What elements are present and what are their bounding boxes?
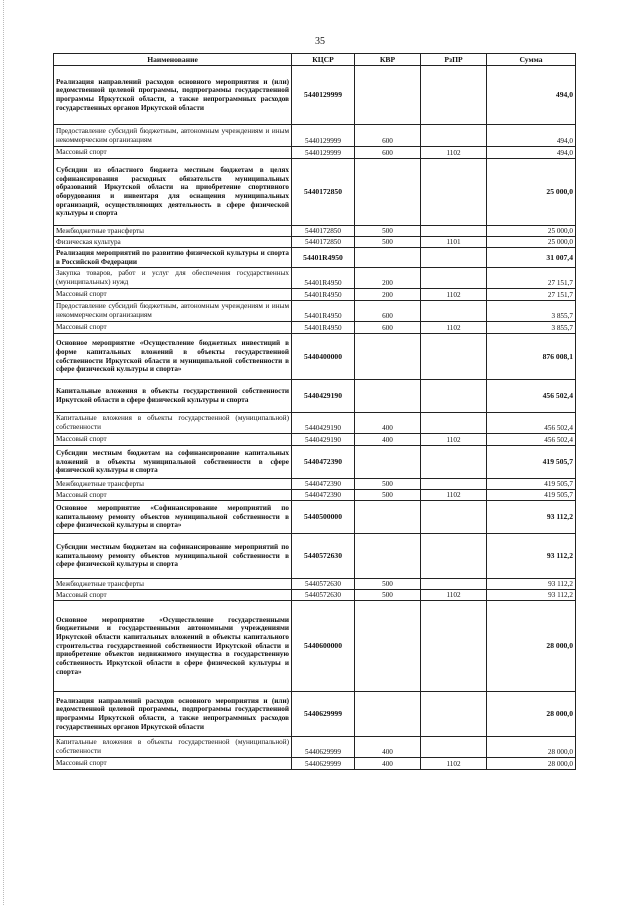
cell-sum: 31 007,4 bbox=[487, 248, 576, 268]
cell-code: 5440129999 bbox=[292, 147, 355, 159]
cell-kvr bbox=[355, 601, 421, 692]
cell-kvr: 500 bbox=[355, 490, 421, 501]
cell-name: Капитальные вложения в объекты государственной собственности Иркутской области в сфере физической культуры и спорта bbox=[54, 380, 292, 413]
cell-rzpr bbox=[421, 534, 487, 579]
cell-rzpr bbox=[421, 601, 487, 692]
cell-name: Массовый спорт bbox=[54, 490, 292, 501]
cell-sum: 93 112,2 bbox=[487, 579, 576, 590]
cell-code: 5440172850 bbox=[292, 237, 355, 248]
cell-sum: 419 505,7 bbox=[487, 490, 576, 501]
cell-kvr: 500 bbox=[355, 479, 421, 490]
cell-sum: 28 000,0 bbox=[487, 692, 576, 737]
cell-rzpr bbox=[421, 413, 487, 434]
cell-rzpr bbox=[421, 248, 487, 268]
cell-name: Субсидии из областного бюджета местным бюджетам в целях софинансирования расходных обязательств муниципальных образований Иркутской области на приобретение спортивного оборудования и инвентаря для оснащения муниципальных организаций, осуществляющих деятельность в сфере физической культуры и спорта bbox=[54, 159, 292, 226]
cell-name: Капитальные вложения в объекты государственной (муниципальной) собственности bbox=[54, 413, 292, 434]
table-row bbox=[54, 446, 576, 479]
header-row bbox=[54, 54, 576, 66]
table-row bbox=[54, 147, 576, 159]
cell-sum: 456 502,4 bbox=[487, 413, 576, 434]
cell-kvr bbox=[355, 501, 421, 534]
cell-kvr bbox=[355, 446, 421, 479]
table-row bbox=[54, 66, 576, 125]
cell-sum: 494,0 bbox=[487, 147, 576, 159]
cell-name: Основное мероприятие «Осуществление государственными бюджетными и государственными автономными учреждениями Иркутской области капитальных вложений в объекты капитального строительства государственной собственности Иркутской области и приобретение объектов недвижимого имущества в государственную собственность Иркутской области в сфере физической культуры и спорта» bbox=[54, 601, 292, 692]
cell-name: Закупка товаров, работ и услуг для обеспечения государственных (муниципальных) нужд bbox=[54, 268, 292, 289]
table-row bbox=[54, 434, 576, 446]
cell-name: Предоставление субсидий бюджетным, автономным учреждениям и иным некоммерческим организациям bbox=[54, 125, 292, 147]
cell-sum: 494,0 bbox=[487, 66, 576, 125]
cell-kvr: 500 bbox=[355, 226, 421, 237]
page-number: 35 bbox=[315, 36, 325, 47]
cell-sum: 419 505,7 bbox=[487, 446, 576, 479]
cell-rzpr bbox=[421, 501, 487, 534]
table-row bbox=[54, 692, 576, 737]
table-row bbox=[54, 159, 576, 226]
cell-name: Массовый спорт bbox=[54, 322, 292, 334]
cell-code: 5440572630 bbox=[292, 534, 355, 579]
table-row bbox=[54, 334, 576, 380]
cell-code: 54401R4950 bbox=[292, 268, 355, 289]
cell-code: 5440572630 bbox=[292, 579, 355, 590]
cell-kvr bbox=[355, 248, 421, 268]
cell-sum: 25 000,0 bbox=[487, 226, 576, 237]
cell-kvr: 200 bbox=[355, 268, 421, 289]
table-row bbox=[54, 413, 576, 434]
cell-code: 54401R4950 bbox=[292, 301, 355, 322]
cell-kvr bbox=[355, 692, 421, 737]
cell-sum: 25 000,0 bbox=[487, 159, 576, 226]
cell-name: Массовый спорт bbox=[54, 147, 292, 159]
cell-rzpr: 1102 bbox=[421, 434, 487, 446]
scan-margin-line bbox=[3, 0, 5, 905]
cell-sum: 28 000,0 bbox=[487, 758, 576, 770]
cell-rzpr bbox=[421, 159, 487, 226]
cell-rzpr: 1102 bbox=[421, 322, 487, 334]
table-row bbox=[54, 380, 576, 413]
cell-kvr bbox=[355, 66, 421, 125]
table-row bbox=[54, 737, 576, 758]
cell-rzpr: 1102 bbox=[421, 289, 487, 301]
cell-rzpr: 1102 bbox=[421, 147, 487, 159]
cell-sum: 93 112,2 bbox=[487, 501, 576, 534]
cell-code: 5440500000 bbox=[292, 501, 355, 534]
cell-name: Межбюджетные трансферты bbox=[54, 579, 292, 590]
table-row bbox=[54, 601, 576, 692]
cell-name: Массовый спорт bbox=[54, 758, 292, 770]
table-row bbox=[54, 322, 576, 334]
table-body bbox=[54, 66, 576, 770]
cell-code: 5440472390 bbox=[292, 446, 355, 479]
cell-kvr: 400 bbox=[355, 737, 421, 758]
cell-kvr: 500 bbox=[355, 237, 421, 248]
cell-name: Массовый спорт bbox=[54, 289, 292, 301]
cell-sum: 93 112,2 bbox=[487, 590, 576, 601]
cell-rzpr: 1102 bbox=[421, 758, 487, 770]
header-rzpr: РзПР bbox=[421, 54, 487, 66]
cell-code: 54401R4950 bbox=[292, 322, 355, 334]
cell-name: Межбюджетные трансферты bbox=[54, 226, 292, 237]
cell-sum: 3 855,7 bbox=[487, 322, 576, 334]
cell-rzpr bbox=[421, 66, 487, 125]
cell-name: Межбюджетные трансферты bbox=[54, 479, 292, 490]
cell-name: Субсидии местным бюджетам на софинансирование капитальных вложений в объекты муниципальной собственности в сфере физической культуры и спорта bbox=[54, 446, 292, 479]
cell-kvr bbox=[355, 159, 421, 226]
table-row bbox=[54, 758, 576, 770]
cell-rzpr bbox=[421, 125, 487, 147]
cell-kvr bbox=[355, 534, 421, 579]
cell-rzpr bbox=[421, 446, 487, 479]
table-row bbox=[54, 490, 576, 501]
budget-table bbox=[53, 53, 576, 770]
table-row bbox=[54, 268, 576, 289]
cell-kvr bbox=[355, 334, 421, 380]
cell-rzpr: 1101 bbox=[421, 237, 487, 248]
cell-code: 5440572630 bbox=[292, 590, 355, 601]
cell-kvr: 200 bbox=[355, 289, 421, 301]
cell-rzpr bbox=[421, 737, 487, 758]
table-row bbox=[54, 590, 576, 601]
table-row bbox=[54, 289, 576, 301]
cell-sum: 28 000,0 bbox=[487, 601, 576, 692]
cell-sum: 27 151,7 bbox=[487, 268, 576, 289]
cell-rzpr bbox=[421, 334, 487, 380]
cell-kvr: 600 bbox=[355, 301, 421, 322]
table-row bbox=[54, 237, 576, 248]
header-sum: Сумма bbox=[487, 54, 576, 66]
cell-kvr bbox=[355, 380, 421, 413]
cell-code: 54401R4950 bbox=[292, 289, 355, 301]
cell-rzpr bbox=[421, 268, 487, 289]
cell-rzpr bbox=[421, 380, 487, 413]
cell-rzpr: 1102 bbox=[421, 490, 487, 501]
cell-name: Физическая культура bbox=[54, 237, 292, 248]
cell-kvr: 600 bbox=[355, 125, 421, 147]
cell-rzpr bbox=[421, 579, 487, 590]
cell-name: Предоставление субсидий бюджетным, автономным учреждениям и иным некоммерческим организациям bbox=[54, 301, 292, 322]
table-row bbox=[54, 534, 576, 579]
cell-kvr: 400 bbox=[355, 434, 421, 446]
cell-code: 5440172850 bbox=[292, 159, 355, 226]
table-row bbox=[54, 125, 576, 147]
cell-code: 5440429190 bbox=[292, 380, 355, 413]
cell-name: Реализация мероприятий по развитию физической культуры и спорта в Российской Федерации bbox=[54, 248, 292, 268]
cell-code: 5440429190 bbox=[292, 413, 355, 434]
cell-code: 5440129999 bbox=[292, 66, 355, 125]
cell-sum: 3 855,7 bbox=[487, 301, 576, 322]
cell-sum: 876 008,1 bbox=[487, 334, 576, 380]
cell-code: 54401R4950 bbox=[292, 248, 355, 268]
cell-kvr: 500 bbox=[355, 590, 421, 601]
cell-kvr: 500 bbox=[355, 579, 421, 590]
cell-kvr: 400 bbox=[355, 413, 421, 434]
cell-kvr: 600 bbox=[355, 147, 421, 159]
header-kvr: КВР bbox=[355, 54, 421, 66]
cell-rzpr: 1102 bbox=[421, 590, 487, 601]
cell-code: 5440629999 bbox=[292, 737, 355, 758]
cell-code: 5440129999 bbox=[292, 125, 355, 147]
cell-name: Массовый спорт bbox=[54, 434, 292, 446]
cell-name: Основное мероприятие «Софинансирование мероприятий по капитальному ремонту объектов муниципальной собственности в сфере физической культуры и спорта» bbox=[54, 501, 292, 534]
cell-sum: 25 000,0 bbox=[487, 237, 576, 248]
cell-name: Реализация направлений расходов основного мероприятия и (или) ведомственной целевой программы, подпрограммы государственной программы Иркутской области, а также непрограммных расходов государственных органов Иркутской области bbox=[54, 692, 292, 737]
cell-name: Основное мероприятие «Осуществление бюджетных инвестиций в форме капитальных вложений в объекты государственной собственности Иркутской области и муниципальной собственности в сфере физической культуры и спорта» bbox=[54, 334, 292, 380]
cell-code: 5440629999 bbox=[292, 692, 355, 737]
table-row bbox=[54, 579, 576, 590]
cell-name: Массовый спорт bbox=[54, 590, 292, 601]
table-row bbox=[54, 479, 576, 490]
cell-name: Капитальные вложения в объекты государственной (муниципальной) собственности bbox=[54, 737, 292, 758]
cell-sum: 494,0 bbox=[487, 125, 576, 147]
cell-name: Субсидии местным бюджетам на софинансирование мероприятий по капитальному ремонту объектов муниципальной собственности в сфере физической культуры и спорта bbox=[54, 534, 292, 579]
cell-sum: 419 505,7 bbox=[487, 479, 576, 490]
cell-code: 5440172850 bbox=[292, 226, 355, 237]
cell-code: 5440472390 bbox=[292, 479, 355, 490]
table-row bbox=[54, 248, 576, 268]
header-name: Наименование bbox=[54, 54, 292, 66]
cell-sum: 456 502,4 bbox=[487, 434, 576, 446]
table-row bbox=[54, 301, 576, 322]
table-row bbox=[54, 501, 576, 534]
table-row bbox=[54, 226, 576, 237]
cell-sum: 28 000,0 bbox=[487, 737, 576, 758]
cell-code: 5440600000 bbox=[292, 601, 355, 692]
cell-rzpr bbox=[421, 226, 487, 237]
cell-sum: 27 151,7 bbox=[487, 289, 576, 301]
cell-kvr: 400 bbox=[355, 758, 421, 770]
cell-code: 5440629999 bbox=[292, 758, 355, 770]
header-code: КЦСР bbox=[292, 54, 355, 66]
cell-sum: 456 502,4 bbox=[487, 380, 576, 413]
cell-name: Реализация направлений расходов основного мероприятия и (или) ведомственной целевой программы, подпрограммы государственной программы Иркутской области, а также непрограммных расходов государственных органов Иркутской области bbox=[54, 66, 292, 125]
cell-code: 5440472390 bbox=[292, 490, 355, 501]
cell-code: 5440400000 bbox=[292, 334, 355, 380]
cell-kvr: 600 bbox=[355, 322, 421, 334]
cell-rzpr bbox=[421, 301, 487, 322]
cell-code: 5440429190 bbox=[292, 434, 355, 446]
cell-sum: 93 112,2 bbox=[487, 534, 576, 579]
cell-rzpr bbox=[421, 692, 487, 737]
cell-rzpr bbox=[421, 479, 487, 490]
